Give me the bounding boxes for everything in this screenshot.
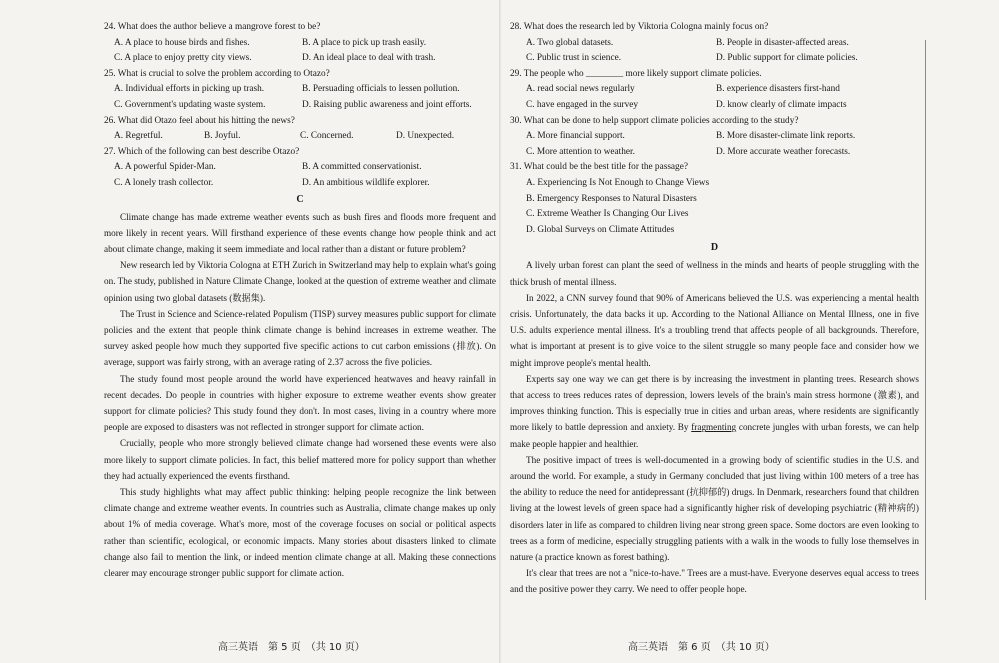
option-d: D. An ideal place to deal with trash. [302,53,436,64]
paragraph-text: concrete jungles with urban forests, we can help make people happier and healthier. [510,422,919,449]
question-stem: 29. The people who ________ more likely support climate policies. [510,68,762,79]
question-27 [104,145,496,192]
option-row [104,82,496,98]
right-page [500,0,999,663]
option-row [510,145,919,161]
question-stem: 25. What is crucial to solve the problem according to Otazo? [104,68,330,79]
option-a: A. Regretful. [114,131,163,142]
paragraph: Crucially, people who more strongly believed climate change had worsened these events were also more likely to support climate policies. In fact, this belief mattered more for policy support than whether they had actually experienced the events firsthand. [104,438,496,481]
option-b: B. A place to pick up trash easily. [302,37,427,48]
paragraph: The study found most people around the world have experienced heatwaves and heavy rainfall in recent decades. Do people in countries with higher exposure to extreme weather events show greater support for climate policies? This study found they don't. In most cases, living in a country where more people are exposed to disasters was not reflected in stronger support for climate action. [104,373,496,433]
question-25 [104,67,496,114]
option-row [510,129,919,145]
option-row [104,129,496,145]
option-d: D. know clearly of climate impacts [716,99,847,110]
paragraph: New research led by Viktoria Cologna at ETH Zurich in Switzerland may help to explain what's going on. The study, published in Nature Climate Change, looked at the question of extreme weather and climate opinion using two global datasets (数据集). [104,260,496,303]
option-d: D. An ambitious wildlife explorer. [302,177,430,188]
option-b: B. Persuading officials to lessen pollution. [302,84,460,95]
question-30 [510,114,919,161]
question-31 [510,160,919,238]
question-24 [104,20,496,67]
option-row [510,82,919,98]
option-a: A. Individual efforts in picking up trash. [114,84,265,95]
option-c: C. Government's updating waste system. [114,99,266,110]
option-c: C. Extreme Weather Is Changing Our Lives [526,209,689,220]
option-a: A. More financial support. [526,131,625,142]
option-b: B. Emergency Responses to Natural Disasters [526,193,697,204]
paragraph: A lively urban forest can plant the seed of wellness in the minds and hearts of people struggling with the thick brush of mental illness. [510,260,919,287]
question-28 [510,20,919,67]
page-footer: 高三英语 第 5 页 （共 10 页） [218,642,365,653]
option-a: A. read social news regularly [526,84,635,95]
section-heading: D [710,242,719,254]
option-row [104,176,496,192]
question-stem: 28. What does the research led by Viktoria Cologna mainly focus on? [510,22,769,32]
option-d: D. More accurate weather forecasts. [716,146,851,157]
option-a: A. A place to house birds and fishes. [114,37,250,48]
option-b: B. People in disaster-affected areas. [716,37,849,48]
option-row [104,51,496,67]
paragraph-text: Experts say one way we can get there is by increasing the investment in planting trees. Research shows that access to trees reduces rates of depression, lowers levels of the brain's main stress hormone (激素), and improves thinking function. This is especially true in cities and urban areas, where residents are significantly more likely to battle depression and anxiety. By [510,373,919,433]
paragraph: Climate change has made extreme weather events such as bush fires and floods more frequent and more likely in recent years. Will firsthand experience of these events change how people think and act about climate change, making it seem immediate and local rather than a distant or future problem? [104,211,496,254]
question-stem: 26. What did Otazo feel about his hitting the news? [104,115,295,126]
paragraph [510,371,919,452]
paragraph: In 2022, a CNN survey found that 90% of Americans believed the U.S. was experiencing a mental health crisis. Unfortunately, the data backs it up. According to the National Alliance on Mental Illness, one in five U.S. adults experience mental illness. It's a troubling trend that affects people of all backgrounds. Therefore, what is important at present is to give voice to the silent struggle so many people face and consider how we might improve people's mental health. [510,292,919,368]
paragraph: It's clear that trees are not a "nice-to-have." Trees are a must-have. Everyone deserves equal access to trees and the positive power they carry. We need to offer people hope. [510,568,919,595]
option-d: D. Global Surveys on Climate Attitudes [526,224,675,235]
option-row [104,160,496,176]
option-c: C. More attention to weather. [526,146,635,157]
paragraph: This study highlights what may affect public thinking: helping people recognize the link between climate change and extreme weather events. In countries such as Australia, climate change makes up only about 1% of media coverage. What's more, most of the coverage focuses on social or political aspects rather than scientific, ecological, or economic impacts. Many stories about disasters linked to climate change also fail to mention the link, or indeed mention climate change at all. Making these connections clearer may encourage stronger public support for climate action. [104,486,496,578]
paragraph: The Trust in Science and Science-related Populism (TISP) survey measures public support for climate policies and the extent that people think climate change is behind increases in extreme weather. The survey asked people how much they supported five specific actions to cut carbon emissions (排放). On average, support was fairly strong, with an average rating of 2.37 across the five policies. [104,308,496,368]
option-row [510,98,919,114]
passage-c [104,209,496,582]
option-c: C. have engaged in the survey [526,99,639,110]
question-29 [510,67,919,114]
option-row [104,36,496,52]
underlined-word: fragmenting [691,422,737,433]
page-footer: 高三英语 第 6 页 （共 10 页） [628,642,775,653]
question-stem: 24. What does the author believe a mangrove forest to be? [104,22,321,32]
option-c: C. A lonely trash collector. [114,177,214,188]
option-row [104,98,496,114]
paragraph: The positive impact of trees is well-documented in a growing body of scientific studies in the U.S. and around the world. For example, a study in Germany concluded that just living within 100 meters of a tree has the ability to reduce the need for antidepressant (抗抑郁的) drugs. In Denmark, researchers found that children living at the lowest levels of green space had a significantly higher risk of developing psychiatric (精神病的) disorders later in life as compared to children living near strong green space. Some doctors are even looking to trees as a form of medicine, especially struggling patients with a walk in the woods to fully lose themselves in nature (a practice known as forest bathing). [510,454,919,562]
option-a: A. Two global datasets. [526,37,614,48]
passage-d [510,257,919,597]
option-d: D. Raising public awareness and joint efforts. [302,99,472,110]
option-c: C. Public trust in science. [526,53,622,64]
section-heading: C [296,193,304,205]
option-b: B. More disaster-climate link reports. [716,131,856,142]
option-b: B. experience disasters first-hand [716,84,840,95]
option-c: C. Concerned. [300,131,354,142]
option-row [510,36,919,52]
question-stem: 30. What can be done to help support climate policies according to the study? [510,115,799,126]
option-b: B. A committed conservationist. [302,162,422,173]
option-row [510,51,919,67]
question-26 [104,114,496,145]
option-d: D. Public support for climate policies. [716,53,858,64]
question-stem: 31. What could be the best title for the passage? [510,162,688,173]
option-a: A. A powerful Spider-Man. [114,162,216,173]
option-d: D. Unexpected. [396,131,455,142]
question-stem: 27. Which of the following can best describe Otazo? [104,146,300,157]
option-b: B. Joyful. [204,131,241,142]
option-a: A. Experiencing Is Not Enough to Change Views [526,177,710,188]
option-c: C. A place to enjoy pretty city views. [114,53,252,64]
